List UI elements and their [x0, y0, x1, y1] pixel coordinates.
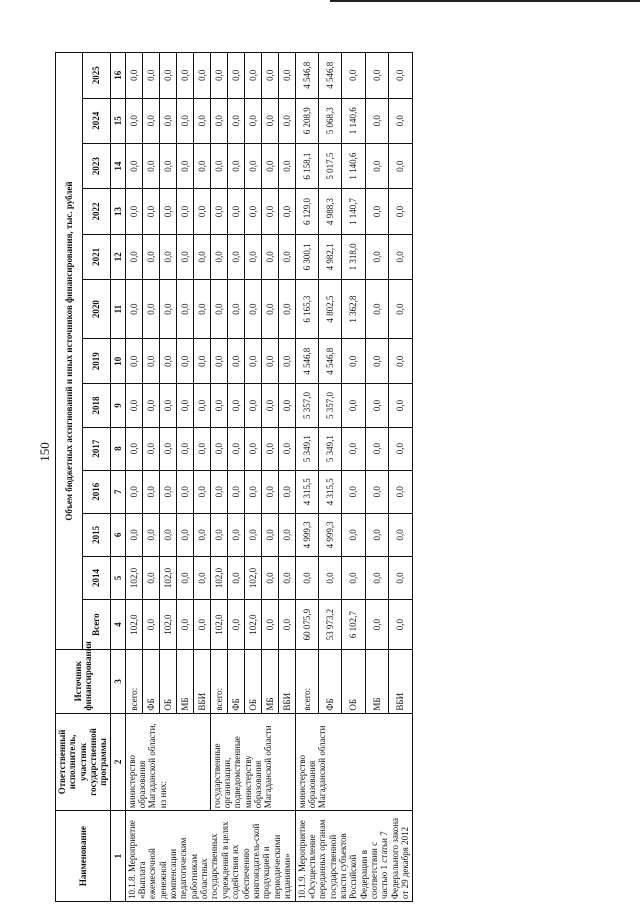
header-year: 2025: [83, 53, 110, 99]
year-value-cell: 4 546,8: [295, 339, 318, 384]
year-value-cell: 0,0: [365, 556, 388, 599]
year-value-cell: 0,0: [176, 470, 193, 513]
year-value-cell: 0,0: [210, 513, 227, 556]
year-value-cell: 0,0: [389, 339, 412, 384]
year-value-cell: 0,0: [244, 234, 261, 279]
header-total: Всего: [83, 600, 110, 650]
funding-table: [55, 52, 413, 902]
year-value-cell: 0,0: [176, 53, 193, 99]
total-cell: 0,0: [227, 600, 244, 650]
year-value-cell: 102,0: [125, 556, 142, 599]
header-year: 2023: [83, 143, 110, 188]
year-value-cell: 0,0: [365, 98, 388, 143]
year-value-cell: 0,0: [278, 53, 295, 99]
year-value-cell: 1 318,0: [342, 234, 365, 279]
table-row: [210, 53, 227, 902]
year-value-cell: 0,0: [159, 280, 176, 339]
year-value-cell: 0,0: [159, 513, 176, 556]
year-value-cell: 0,0: [142, 53, 159, 99]
year-value-cell: 0,0: [365, 234, 388, 279]
year-value-cell: 0,0: [125, 427, 142, 470]
year-value-cell: 4 999,3: [319, 513, 342, 556]
executor-cell: государственные организации, подведомственные министерству образования Магаданской области: [210, 713, 295, 811]
year-value-cell: 4 546,8: [319, 53, 342, 99]
year-value-cell: 4 988,3: [319, 189, 342, 234]
year-value-cell: 0,0: [125, 513, 142, 556]
year-value-cell: 0,0: [176, 556, 193, 599]
year-value-cell: 0,0: [159, 98, 176, 143]
year-value-cell: 5 357,0: [319, 384, 342, 427]
year-value-cell: 0,0: [159, 427, 176, 470]
year-value-cell: 0,0: [210, 384, 227, 427]
year-value-cell: 0,0: [210, 339, 227, 384]
column-number: 3: [110, 650, 125, 714]
year-value-cell: 0,0: [389, 556, 412, 599]
year-value-cell: 0,0: [244, 280, 261, 339]
year-value-cell: 0,0: [278, 470, 295, 513]
year-value-cell: 5 349,1: [319, 427, 342, 470]
year-value-cell: 0,0: [159, 143, 176, 188]
header-year: 2017: [83, 427, 110, 470]
year-value-cell: 0,0: [159, 234, 176, 279]
year-value-cell: 0,0: [244, 189, 261, 234]
year-value-cell: 0,0: [125, 189, 142, 234]
header-year: 2022: [83, 189, 110, 234]
activity-name: 10.1.8. Мероприятие «Выплата ежемесячной денежной компенсации педагогическим работникам областных государственных учреждений в целях содействия их обеспечению книгоиздатель-ской продукцией и периодическими изданиями»: [125, 811, 295, 902]
year-value-cell: 0,0: [244, 470, 261, 513]
year-value-cell: 0,0: [142, 470, 159, 513]
source-cell: МБ: [176, 650, 193, 714]
year-value-cell: 6 300,1: [295, 234, 318, 279]
column-number: 13: [110, 189, 125, 234]
year-value-cell: 102,0: [210, 556, 227, 599]
year-value-cell: 5 349,1: [295, 427, 318, 470]
year-value-cell: 0,0: [295, 556, 318, 599]
year-value-cell: 0,0: [261, 143, 278, 188]
year-value-cell: 0,0: [365, 339, 388, 384]
year-value-cell: 0,0: [278, 513, 295, 556]
year-value-cell: 0,0: [389, 470, 412, 513]
year-value-cell: 0,0: [227, 427, 244, 470]
year-value-cell: 0,0: [210, 98, 227, 143]
year-value-cell: 4 546,8: [319, 339, 342, 384]
column-number: 8: [110, 427, 125, 470]
year-value-cell: 0,0: [389, 234, 412, 279]
year-value-cell: 0,0: [193, 556, 210, 599]
year-value-cell: 0,0: [261, 513, 278, 556]
year-value-cell: 0,0: [125, 384, 142, 427]
year-value-cell: 0,0: [319, 556, 342, 599]
year-value-cell: 0,0: [389, 143, 412, 188]
year-value-cell: 0,0: [227, 234, 244, 279]
total-cell: 102,0: [125, 600, 142, 650]
year-value-cell: 0,0: [365, 384, 388, 427]
column-number: 14: [110, 143, 125, 188]
header-year: 2014: [83, 556, 110, 599]
year-value-cell: 0,0: [142, 143, 159, 188]
year-value-cell: 0,0: [365, 53, 388, 99]
year-value-cell: 0,0: [227, 280, 244, 339]
year-value-cell: 0,0: [125, 339, 142, 384]
year-value-cell: 6 129,0: [295, 189, 318, 234]
source-cell: ФБ: [227, 650, 244, 714]
header-name: Наименование: [56, 811, 111, 902]
year-value-cell: 0,0: [244, 427, 261, 470]
total-cell: 102,0: [210, 600, 227, 650]
year-value-cell: 0,0: [159, 384, 176, 427]
year-value-cell: 0,0: [142, 98, 159, 143]
year-value-cell: 0,0: [244, 98, 261, 143]
year-value-cell: 0,0: [261, 280, 278, 339]
year-value-cell: 0,0: [389, 384, 412, 427]
activity-name: 10.1.9. Мероприятие «Осуществление переданных органам государственной власти субъектов Российской Федерации в соответствии с частью 1 статьи 7 Федерального закона от 29 декабря 2012: [295, 811, 412, 902]
year-value-cell: 0,0: [227, 143, 244, 188]
source-cell: ОБ: [159, 650, 176, 714]
total-cell: 0,0: [278, 600, 295, 650]
year-value-cell: 0,0: [261, 470, 278, 513]
year-value-cell: 0,0: [342, 427, 365, 470]
year-value-cell: 0,0: [176, 189, 193, 234]
source-cell: ОБ: [244, 650, 261, 714]
source-cell: ВБИ: [389, 650, 412, 714]
year-value-cell: 0,0: [125, 280, 142, 339]
year-value-cell: 6 165,3: [295, 280, 318, 339]
header-year: 2018: [83, 384, 110, 427]
year-value-cell: 0,0: [389, 427, 412, 470]
year-value-cell: 0,0: [244, 143, 261, 188]
year-value-cell: 0,0: [244, 513, 261, 556]
year-value-cell: 0,0: [365, 513, 388, 556]
year-value-cell: 0,0: [210, 470, 227, 513]
year-value-cell: 0,0: [125, 143, 142, 188]
year-value-cell: 1 140,6: [342, 143, 365, 188]
year-value-cell: 0,0: [210, 53, 227, 99]
year-value-cell: 1 140,6: [342, 98, 365, 143]
column-number: 15: [110, 98, 125, 143]
year-value-cell: 0,0: [142, 339, 159, 384]
year-value-cell: 0,0: [227, 384, 244, 427]
executor-cell: министерство образования Магаданской области, из них:: [125, 713, 210, 811]
year-value-cell: 0,0: [389, 53, 412, 99]
top-rule: [330, 0, 640, 2]
year-value-cell: 0,0: [365, 427, 388, 470]
column-number: 6: [110, 513, 125, 556]
year-value-cell: 0,0: [142, 280, 159, 339]
year-value-cell: 0,0: [342, 384, 365, 427]
source-cell: ВБИ: [278, 650, 295, 714]
header-year: 2015: [83, 513, 110, 556]
header-year: 2019: [83, 339, 110, 384]
source-cell: всего:: [125, 650, 142, 714]
year-value-cell: 0,0: [342, 339, 365, 384]
year-value-cell: 0,0: [176, 384, 193, 427]
year-value-cell: 4 999,3: [295, 513, 318, 556]
year-value-cell: 4 315,5: [319, 470, 342, 513]
year-value-cell: 0,0: [389, 189, 412, 234]
year-value-cell: 0,0: [176, 339, 193, 384]
year-value-cell: 0,0: [193, 384, 210, 427]
year-value-cell: 4 802,5: [319, 280, 342, 339]
year-value-cell: 0,0: [261, 384, 278, 427]
column-number: 2: [110, 713, 125, 811]
year-value-cell: 0,0: [261, 189, 278, 234]
source-cell: ВБИ: [193, 650, 210, 714]
year-value-cell: 0,0: [176, 513, 193, 556]
year-value-cell: 0,0: [210, 234, 227, 279]
year-value-cell: 0,0: [176, 98, 193, 143]
year-value-cell: 0,0: [389, 280, 412, 339]
header-year: 2021: [83, 234, 110, 279]
total-cell: 102,0: [244, 600, 261, 650]
year-value-cell: 0,0: [193, 143, 210, 188]
year-value-cell: 0,0: [278, 234, 295, 279]
source-cell: ФБ: [142, 650, 159, 714]
total-cell: 102,0: [159, 600, 176, 650]
year-value-cell: 0,0: [210, 280, 227, 339]
year-value-cell: 0,0: [278, 189, 295, 234]
year-value-cell: 0,0: [261, 234, 278, 279]
source-cell: МБ: [365, 650, 388, 714]
header-source: Источник финансирования: [56, 650, 111, 714]
year-value-cell: 0,0: [193, 339, 210, 384]
year-value-cell: 0,0: [142, 513, 159, 556]
year-value-cell: 0,0: [227, 513, 244, 556]
table-row: [295, 53, 318, 902]
year-value-cell: 5 017,5: [319, 143, 342, 188]
year-value-cell: 0,0: [159, 53, 176, 99]
column-number: 4: [110, 600, 125, 650]
year-value-cell: 5 357,0: [295, 384, 318, 427]
year-value-cell: 0,0: [142, 384, 159, 427]
year-value-cell: 0,0: [365, 143, 388, 188]
year-value-cell: 0,0: [227, 98, 244, 143]
year-value-cell: 0,0: [210, 427, 227, 470]
column-number: 5: [110, 556, 125, 599]
year-value-cell: 6 208,9: [295, 98, 318, 143]
year-value-cell: 0,0: [210, 189, 227, 234]
column-number: 16: [110, 53, 125, 99]
year-value-cell: 0,0: [365, 189, 388, 234]
year-value-cell: 0,0: [278, 384, 295, 427]
year-value-cell: 0,0: [227, 339, 244, 384]
year-value-cell: 0,0: [125, 470, 142, 513]
source-cell: ФБ: [319, 650, 342, 714]
column-number: 7: [110, 470, 125, 513]
year-value-cell: 0,0: [125, 234, 142, 279]
year-value-cell: 0,0: [176, 234, 193, 279]
year-value-cell: 4 546,8: [295, 53, 318, 99]
year-value-cell: 0,0: [210, 143, 227, 188]
year-value-cell: 0,0: [193, 53, 210, 99]
year-value-cell: 0,0: [142, 234, 159, 279]
year-value-cell: 0,0: [176, 143, 193, 188]
year-value-cell: 0,0: [227, 556, 244, 599]
total-cell: 0,0: [261, 600, 278, 650]
year-value-cell: 0,0: [244, 53, 261, 99]
year-value-cell: 0,0: [365, 280, 388, 339]
year-value-cell: 0,0: [159, 470, 176, 513]
year-value-cell: 1 362,8: [342, 280, 365, 339]
source-cell: всего:: [295, 650, 318, 714]
year-value-cell: 0,0: [227, 189, 244, 234]
year-value-cell: 0,0: [142, 556, 159, 599]
year-value-cell: 0,0: [389, 513, 412, 556]
year-value-cell: 0,0: [125, 53, 142, 99]
year-value-cell: 0,0: [176, 280, 193, 339]
year-value-cell: 0,0: [142, 427, 159, 470]
source-cell: всего:: [210, 650, 227, 714]
total-cell: 53 973,2: [319, 600, 342, 650]
year-value-cell: 0,0: [193, 470, 210, 513]
year-value-cell: 0,0: [159, 339, 176, 384]
year-value-cell: 0,0: [193, 513, 210, 556]
total-cell: 0,0: [142, 600, 159, 650]
year-value-cell: 0,0: [342, 556, 365, 599]
year-value-cell: 6 158,1: [295, 143, 318, 188]
year-value-cell: 0,0: [342, 470, 365, 513]
year-value-cell: 0,0: [389, 98, 412, 143]
total-cell: 6 102,7: [342, 600, 365, 650]
header-executor: Ответственный исполнитель, участник государственной программы: [56, 713, 111, 811]
year-value-cell: 0,0: [278, 143, 295, 188]
table-row: [125, 53, 142, 902]
year-value-cell: 0,0: [193, 98, 210, 143]
header-year: 2016: [83, 470, 110, 513]
rotated-table-container: [55, 52, 545, 902]
year-value-cell: 0,0: [278, 556, 295, 599]
year-value-cell: 0,0: [261, 53, 278, 99]
year-value-cell: 0,0: [342, 53, 365, 99]
year-value-cell: 5 068,3: [319, 98, 342, 143]
year-value-cell: 0,0: [261, 427, 278, 470]
source-cell: ОБ: [342, 650, 365, 714]
header-funding: Объем бюджетных ассигнований и иных источников финансирования, тыс. рублей: [56, 53, 83, 650]
column-number: 12: [110, 234, 125, 279]
year-value-cell: 1 140,7: [342, 189, 365, 234]
year-value-cell: 0,0: [261, 339, 278, 384]
year-value-cell: 0,0: [278, 280, 295, 339]
year-value-cell: 0,0: [159, 189, 176, 234]
page-number: 150: [37, 442, 52, 462]
year-value-cell: 0,0: [193, 189, 210, 234]
year-value-cell: 4 982,1: [319, 234, 342, 279]
year-value-cell: 0,0: [365, 470, 388, 513]
year-value-cell: 4 315,5: [295, 470, 318, 513]
column-number: 10: [110, 339, 125, 384]
header-year: 2024: [83, 98, 110, 143]
year-value-cell: 0,0: [261, 98, 278, 143]
year-value-cell: 0,0: [227, 53, 244, 99]
column-number: 1: [110, 811, 125, 902]
year-value-cell: 0,0: [125, 98, 142, 143]
total-cell: 0,0: [389, 600, 412, 650]
executor-cell: министерство образования Магаданской области: [295, 713, 412, 811]
total-cell: 0,0: [365, 600, 388, 650]
year-value-cell: 0,0: [261, 556, 278, 599]
year-value-cell: 0,0: [193, 280, 210, 339]
year-value-cell: 0,0: [278, 98, 295, 143]
column-number: 9: [110, 384, 125, 427]
total-cell: 60 075,9: [295, 600, 318, 650]
year-value-cell: 0,0: [193, 234, 210, 279]
year-value-cell: 102,0: [244, 556, 261, 599]
total-cell: 0,0: [176, 600, 193, 650]
year-value-cell: 0,0: [244, 384, 261, 427]
column-number: 11: [110, 280, 125, 339]
source-cell: МБ: [261, 650, 278, 714]
total-cell: 0,0: [193, 600, 210, 650]
year-value-cell: 0,0: [227, 470, 244, 513]
year-value-cell: 0,0: [278, 339, 295, 384]
year-value-cell: 0,0: [176, 427, 193, 470]
year-value-cell: 0,0: [342, 513, 365, 556]
year-value-cell: 0,0: [278, 427, 295, 470]
year-value-cell: 0,0: [142, 189, 159, 234]
year-value-cell: 0,0: [193, 427, 210, 470]
year-value-cell: 102,0: [159, 556, 176, 599]
year-value-cell: 0,0: [244, 339, 261, 384]
header-year: 2020: [83, 280, 110, 339]
